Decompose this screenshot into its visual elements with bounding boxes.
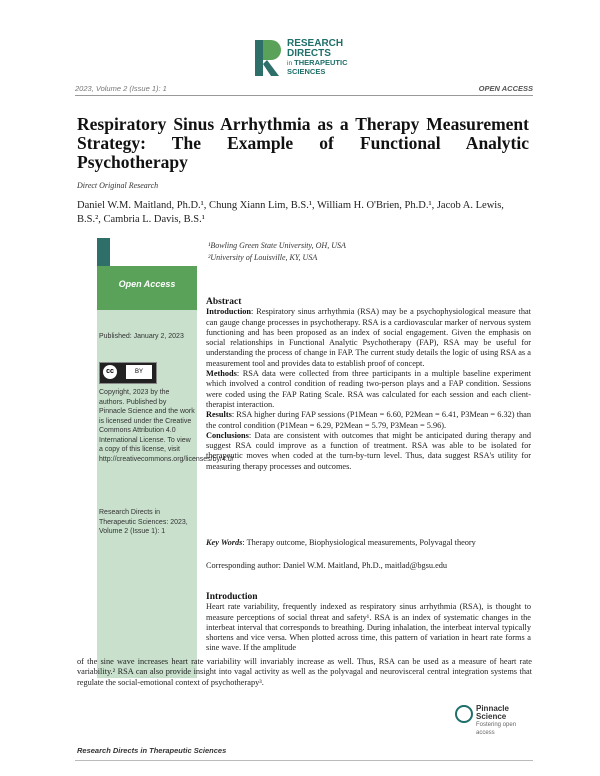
copyright-notice: Copyright, 2023 by the authors. Published by Pinnacle Science and the work is licensed under the Creative Commons Attribution 4.0 International License. To view a copy of this license, visit http://creativecommons.org/licenses/by/4.0/	[99, 389, 234, 463]
cc-by-badge[interactable]	[99, 362, 157, 384]
logo-line5: SCIENCES	[287, 67, 326, 76]
publisher-logo	[455, 704, 535, 736]
footer-divider	[75, 760, 533, 761]
cc-icon: cc	[103, 365, 117, 379]
logo-line4: THERAPEUTIC	[294, 58, 348, 67]
publisher-name: Pinnacle Science	[476, 704, 509, 721]
corresponding-author: Corresponding author: Daniel W.M. Maitland, Ph.D., maitlad@bgsu.edu	[206, 561, 448, 570]
article-title: Respiratory Sinus Arrhythmia as a Therapy Measurement Strategy: The Example of Functional Analytic Psychotherapy	[77, 114, 529, 172]
journal-reference: Research Directs in Therapeutic Sciences: 2023, Volume 2 (Issue 1): 1	[99, 509, 188, 535]
methods-label: Methods	[206, 369, 237, 379]
open-access-label: Open Access	[118, 279, 176, 289]
keywords	[206, 538, 531, 548]
open-access-tag: OPEN ACCESS	[478, 84, 533, 93]
abstract-introduction	[206, 307, 531, 369]
affiliation-1: ¹Bowling Green State University, OH, USA	[208, 241, 346, 250]
results-text: : RSA higher during FAP sessions (P1Mean = 6.60, P2Mean = 6.41, P3Mean = 6.32) than the control condition (P1Mean = 6.29, P2Mean = 5.79, P3Mean = 5.96).	[206, 410, 531, 430]
introduction-paragraph-wide: of the sine wave increases heart rate variability will invariably increase as well. Thus, RSA can be used as a measure of heart rate variability.² RSA can also provide insight into vagal activity as well as the polyvagal and neurovisceral central integration systems that regulate the social-emotional context of psychotherapy³.	[77, 657, 532, 687]
citation: 2023, Volume 2 (Issue 1): 1	[75, 84, 167, 93]
logo-line2: DIRECTS	[287, 48, 331, 59]
results-label: Results	[206, 410, 232, 420]
keywords-text: : Therapy outcome, Biophysiological measurements, Polyvagal theory	[242, 538, 476, 547]
journal-logo-text	[287, 39, 348, 76]
journal-logo	[253, 36, 373, 82]
methods-text: : RSA data were collected from three participants in a multiple baseline experiment which involved a control condition of reading two-person plays and a FAP condition. Sessions were coded using the FAP Rating Scale. RSA was calculated for each session and each client-therapist interaction.	[206, 369, 531, 409]
footer-journal: Research Directs in Therapeutic Sciences	[77, 746, 227, 755]
introduction-section	[206, 592, 531, 654]
published-date: Published: January 2, 2023	[99, 333, 184, 340]
publisher-subtitle: Fostering open access	[476, 722, 517, 736]
publisher-name-block	[476, 705, 535, 737]
conclusions-text: : Data are consistent with outcomes that might be anticipated during therapy and suggest RSA could improve as a function of treatment. RSA was able to be isolated for therapeutic moves when coded at the turn-by-turn level. Thus, data suggest RSA's utility for measuring therapy processes and outcomes.	[206, 430, 531, 471]
abstract-section	[206, 297, 531, 472]
introduction-paragraph-narrow: Heart rate variability, frequently indexed as respiratory sinus arrhythmia (RSA), is thought to measure perceptions of social threat and safety¹. RSA is an index of systematic changes in the interbeat interval that corresponds to breathing. During inhalation, the interbeat interval typically shortens and vice versa. When plotted across time, this pattern of variation in heart rate forms a sine wave. If the amplitude	[206, 602, 531, 653]
pinnacle-icon	[455, 705, 473, 723]
header-divider	[75, 95, 533, 96]
keywords-label: Key Words	[206, 538, 243, 547]
abstract-methods	[206, 369, 531, 410]
journal-logo-icon	[253, 38, 283, 78]
logo-line1: RESEARCH	[287, 38, 344, 49]
article-type: Direct Original Research	[77, 181, 159, 190]
intro-label: Introduction	[206, 307, 252, 317]
affiliation-2: ²University of Louisville, KY, USA	[208, 253, 318, 262]
abstract-results	[206, 410, 531, 431]
by-icon: BY	[126, 365, 152, 379]
abstract-heading: Abstract	[206, 297, 242, 307]
abstract-conclusions	[206, 431, 531, 472]
intro-text: : Respiratory sinus arrhythmia (RSA) may be a psychophysiological measure that can gauge change processes in psychotherapy. RSA is a cardiovascular marker of nervous system functioning and has been proposed as an index of social engagement. Given the emphasis on social relationships in Functional Analytic Psychotherapy (FAP), RSA may be useful for understanding the process of change in FAP. The current study details the logic of using RSA as a measurement tool and provides data to establish proof of concept.	[206, 307, 531, 368]
conclusions-label: Conclusions	[206, 430, 249, 440]
introduction-heading: Introduction	[206, 592, 258, 602]
citation-line	[75, 84, 533, 93]
author-list: Daniel W.M. Maitland, Ph.D.¹, Chung Xiann Lim, B.S.¹, William H. O'Brien, Ph.D.¹, Jacob A. Lewis, B.S.², Cambria L. Davis, B.S.¹	[77, 200, 504, 225]
logo-line3: in	[287, 60, 293, 67]
